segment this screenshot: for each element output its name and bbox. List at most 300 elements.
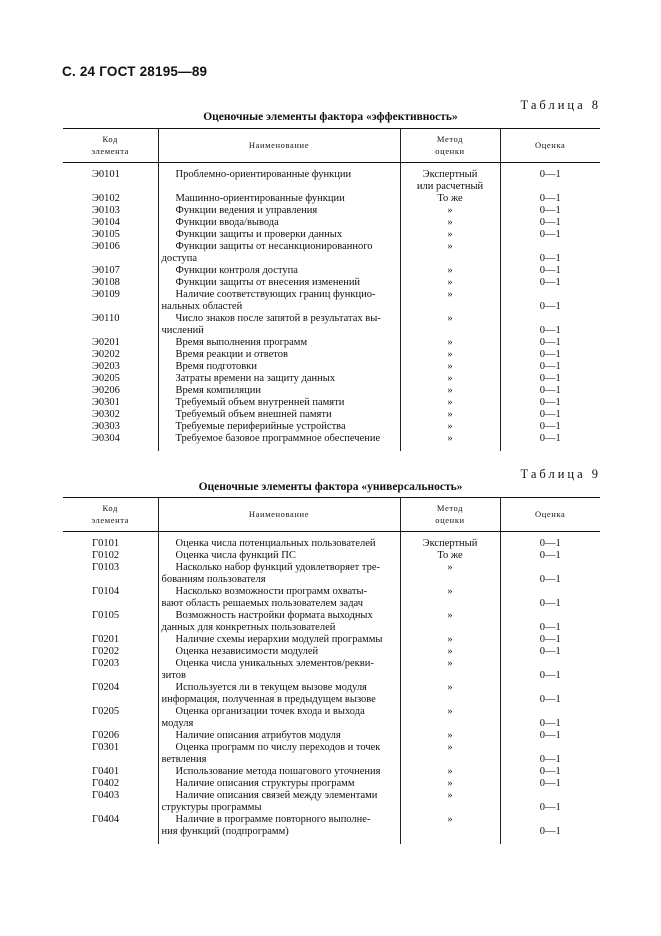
row-method — [400, 586, 500, 610]
row-name-line: Время компиляции — [175, 385, 261, 396]
row-method-line: » — [447, 562, 453, 573]
row-code: Г0205 — [92, 706, 120, 717]
row-method — [400, 682, 500, 706]
row-method — [400, 217, 500, 229]
row-code: Г0403 — [92, 790, 120, 801]
row-name-line: Число знаков после запятой в результатах вы- — [175, 313, 381, 324]
row-method-line: » — [447, 730, 453, 741]
row-score — [500, 646, 600, 658]
row-score — [500, 289, 600, 313]
row-score — [500, 229, 600, 241]
row-score — [500, 313, 600, 337]
row-score-value: 0—1 — [539, 634, 561, 645]
row-name — [158, 658, 400, 682]
row-code: Г0203 — [92, 658, 120, 669]
row-score — [500, 217, 600, 229]
row-name-line: Оценка числа функций ПС — [175, 550, 296, 561]
row-score — [500, 361, 600, 373]
row-score — [500, 205, 600, 217]
row-score-value: 0—1 — [539, 205, 561, 216]
table-row — [63, 658, 600, 682]
row-method — [400, 409, 500, 421]
row-score-value: 0—1 — [539, 670, 561, 681]
row-method — [400, 397, 500, 409]
row-method-line: Экспертный — [422, 538, 478, 549]
row-method — [400, 385, 500, 397]
table-row — [63, 265, 600, 277]
row-score-value: 0—1 — [539, 373, 561, 384]
table-row — [63, 433, 600, 445]
row-name-line: Функции защиты от внесения изменений — [175, 277, 361, 288]
row-method — [400, 778, 500, 790]
row-code: Э0304 — [92, 433, 120, 444]
table-row — [63, 361, 600, 373]
row-code: Э0206 — [92, 385, 120, 396]
table-row — [63, 193, 600, 205]
row-score-value: 0—1 — [539, 718, 561, 729]
table9-label: Таблица 9 — [520, 467, 601, 481]
row-score — [500, 778, 600, 790]
header-name: Наименование — [158, 129, 400, 163]
row-method-line: То же — [437, 193, 463, 204]
row-method — [400, 205, 500, 217]
row-method-line: » — [447, 373, 453, 384]
row-name-line: Наличие описания атрибутов модуля — [175, 730, 341, 741]
row-name — [158, 706, 400, 730]
row-code: Э0203 — [92, 361, 120, 372]
row-code: Э0106 — [92, 241, 120, 252]
header-method: Метод оценки — [400, 129, 500, 163]
page-header: С. 24 ГОСТ 28195—89 — [62, 64, 208, 79]
row-method — [400, 229, 500, 241]
row-name-line: Насколько возможности программ охваты- — [175, 586, 368, 597]
row-name — [158, 433, 400, 445]
table-row — [63, 397, 600, 409]
table-row — [63, 706, 600, 730]
table-row — [63, 766, 600, 778]
table-row — [63, 205, 600, 217]
row-name — [158, 289, 400, 313]
row-name — [158, 766, 400, 778]
row-method-line: » — [447, 265, 453, 276]
row-score-value: 0—1 — [539, 754, 561, 765]
table-row — [63, 790, 600, 814]
spacer-row — [63, 445, 600, 451]
row-code: Г0103 — [92, 562, 120, 573]
row-name-line: доступа — [161, 253, 197, 264]
row-score — [500, 790, 600, 814]
row-method — [400, 337, 500, 349]
row-name — [158, 550, 400, 562]
row-name-line: Оценка программ по числу переходов и точек — [175, 742, 381, 753]
row-method-line: » — [447, 337, 453, 348]
table-row — [63, 538, 600, 550]
row-score — [500, 193, 600, 205]
row-name-line: числений — [161, 325, 204, 336]
row-name-line: Наличие описания структуры программ — [175, 778, 355, 789]
row-method — [400, 373, 500, 385]
row-score — [500, 634, 600, 646]
row-name — [158, 646, 400, 658]
row-score — [500, 814, 600, 838]
row-score-value: 0—1 — [539, 229, 561, 240]
row-name-line: Время выполнения программ — [175, 337, 308, 348]
row-score-value: 0—1 — [539, 694, 561, 705]
row-name-line: структуры программы — [161, 802, 262, 813]
row-method-line: » — [447, 277, 453, 288]
row-score-value: 0—1 — [539, 301, 561, 312]
row-name — [158, 421, 400, 433]
table9 — [63, 497, 600, 844]
table-row — [63, 730, 600, 742]
table-row — [63, 409, 600, 421]
row-score-value: 0—1 — [539, 646, 561, 657]
row-name — [158, 538, 400, 550]
row-name — [158, 742, 400, 766]
row-method — [400, 289, 500, 313]
row-score-value: 0—1 — [539, 325, 561, 336]
table8-body — [63, 163, 600, 452]
row-score-value: 0—1 — [539, 217, 561, 228]
table-row — [63, 385, 600, 397]
table-row — [63, 313, 600, 337]
row-name — [158, 634, 400, 646]
row-score — [500, 385, 600, 397]
row-name-line: Функции ведения и управления — [175, 205, 318, 216]
row-method — [400, 313, 500, 337]
row-name — [158, 562, 400, 586]
row-name-line: вают область решаемых пользователем задач — [161, 598, 364, 609]
row-method — [400, 421, 500, 433]
row-name-line: Наличие соответствующих границ функцио- — [175, 289, 376, 300]
row-method-line: Экспертный — [422, 169, 478, 180]
row-code: Г0202 — [92, 646, 120, 657]
table-row — [63, 337, 600, 349]
row-name-line: данных для конкретных пользователей — [161, 622, 336, 633]
row-code: Э0303 — [92, 421, 120, 432]
row-score — [500, 169, 600, 193]
row-method-line: » — [447, 349, 453, 360]
row-name-line: информация, полученная в предыдущем вызове — [161, 694, 376, 705]
row-code: Г0301 — [92, 742, 120, 753]
table-row — [63, 778, 600, 790]
row-method — [400, 742, 500, 766]
row-name-line: Оценка организации точек входа и выхода — [175, 706, 365, 717]
row-method-line: или расчетный — [416, 181, 484, 192]
row-score-value: 0—1 — [539, 598, 561, 609]
table-row — [63, 373, 600, 385]
row-name-line: зитов — [161, 670, 186, 681]
row-name-line: Функции защиты от несанкционированного — [175, 241, 373, 252]
row-name — [158, 277, 400, 289]
row-code: Г0104 — [92, 586, 120, 597]
row-method-line: » — [447, 229, 453, 240]
row-method-line: » — [447, 814, 453, 825]
row-method-line: То же — [437, 550, 463, 561]
row-method — [400, 265, 500, 277]
row-method-line: » — [447, 289, 453, 300]
row-code: Э0103 — [92, 205, 120, 216]
header-code: Код элемента — [63, 498, 158, 532]
row-score-value: 0—1 — [539, 433, 561, 444]
row-method — [400, 706, 500, 730]
row-score-value: 0—1 — [539, 265, 561, 276]
table-row — [63, 682, 600, 706]
row-name-line: Используется ли в текущем вызове модуля — [175, 682, 367, 693]
row-code: Г0105 — [92, 610, 120, 621]
row-method — [400, 658, 500, 682]
row-code: Э0102 — [92, 193, 120, 204]
row-code: Г0402 — [92, 778, 120, 789]
row-code: Э0101 — [92, 169, 120, 180]
row-score — [500, 397, 600, 409]
row-method — [400, 814, 500, 838]
row-name — [158, 313, 400, 337]
row-score-value: 0—1 — [539, 622, 561, 633]
row-score — [500, 658, 600, 682]
row-code: Э0110 — [92, 313, 120, 324]
row-name — [158, 397, 400, 409]
row-score — [500, 538, 600, 550]
row-method-line: » — [447, 217, 453, 228]
row-code: Э0201 — [92, 337, 120, 348]
row-method-line: » — [447, 610, 453, 621]
row-method-line: » — [447, 634, 453, 645]
row-name — [158, 586, 400, 610]
row-name-line: бованиям пользователя — [161, 574, 266, 585]
row-code: Э0205 — [92, 373, 120, 384]
row-score — [500, 421, 600, 433]
table-row — [63, 562, 600, 586]
row-score — [500, 706, 600, 730]
row-method — [400, 550, 500, 562]
table-row — [63, 634, 600, 646]
row-name-line: Функции защиты и проверки данных — [175, 229, 343, 240]
row-name-line: Насколько набор функций удовлетворяет тре- — [175, 562, 380, 573]
row-name-line: Машинно-ориентированные функции — [175, 193, 345, 204]
row-method-line: » — [447, 313, 453, 324]
row-name-line: Наличие в программе повторного выполне- — [175, 814, 371, 825]
row-method — [400, 169, 500, 193]
row-method — [400, 433, 500, 445]
row-name — [158, 349, 400, 361]
row-score-value: 0—1 — [539, 826, 561, 837]
row-method — [400, 193, 500, 205]
row-method-line: » — [447, 241, 453, 252]
row-method — [400, 790, 500, 814]
row-code: Э0107 — [92, 265, 120, 276]
row-method-line: » — [447, 586, 453, 597]
row-method-line: » — [447, 409, 453, 420]
row-name — [158, 778, 400, 790]
row-method — [400, 277, 500, 289]
row-name — [158, 229, 400, 241]
row-score-value: 0—1 — [539, 730, 561, 741]
row-name-line: Требуемое базовое программное обеспечение — [175, 433, 381, 444]
header-method: Метод оценки — [400, 498, 500, 532]
row-method-line: » — [447, 421, 453, 432]
row-name-line: Оценка числа потенциальных пользователей — [175, 538, 376, 549]
row-method — [400, 610, 500, 634]
row-name-line: Функции ввода/вывода — [175, 217, 279, 228]
row-method — [400, 730, 500, 742]
row-name-line: Наличие схемы иерархии модулей программы — [175, 634, 383, 645]
table-row — [63, 550, 600, 562]
row-code: Э0105 — [92, 229, 120, 240]
row-method — [400, 349, 500, 361]
row-name — [158, 610, 400, 634]
row-method — [400, 241, 500, 265]
table-row — [63, 742, 600, 766]
row-name-line: Время подготовки — [175, 361, 257, 372]
row-method-line: » — [447, 646, 453, 657]
table9-body — [63, 532, 600, 845]
row-method-line: » — [447, 658, 453, 669]
row-name-line: Время реакции и ответов — [175, 349, 288, 360]
row-score — [500, 241, 600, 265]
row-code: Г0102 — [92, 550, 120, 561]
row-name — [158, 385, 400, 397]
row-code: Э0109 — [92, 289, 120, 300]
row-method — [400, 646, 500, 658]
row-score — [500, 766, 600, 778]
row-name — [158, 217, 400, 229]
table-row — [63, 421, 600, 433]
row-score-value: 0—1 — [539, 361, 561, 372]
row-score-value: 0—1 — [539, 802, 561, 813]
row-score-value: 0—1 — [539, 349, 561, 360]
row-method-line: » — [447, 766, 453, 777]
row-score-value: 0—1 — [539, 766, 561, 777]
row-score-value: 0—1 — [539, 538, 561, 549]
row-method — [400, 361, 500, 373]
table-row — [63, 169, 600, 193]
table8 — [63, 128, 600, 451]
table-row — [63, 277, 600, 289]
row-name-line: Использование метода пошагового уточнения — [175, 766, 381, 777]
row-score-value: 0—1 — [539, 385, 561, 396]
row-method — [400, 634, 500, 646]
row-score-value: 0—1 — [539, 778, 561, 789]
header-code: Код элемента — [63, 129, 158, 163]
row-code: Г0101 — [92, 538, 120, 549]
row-score — [500, 349, 600, 361]
row-code: Г0201 — [92, 634, 120, 645]
row-method-line: » — [447, 433, 453, 444]
row-method — [400, 562, 500, 586]
row-name-line: Требуемые периферийные устройства — [175, 421, 346, 432]
row-method-line: » — [447, 397, 453, 408]
row-name-line: Требуемый объем внутренней памяти — [175, 397, 345, 408]
row-score — [500, 265, 600, 277]
table-row — [63, 241, 600, 265]
row-code: Э0301 — [92, 397, 120, 408]
row-code: Э0202 — [92, 349, 120, 360]
spacer-row — [63, 838, 600, 844]
row-name-line: нальных областей — [161, 301, 243, 312]
table-row — [63, 229, 600, 241]
row-name-line: Возможность настройки формата выходных — [175, 610, 373, 621]
header-name: Наименование — [158, 498, 400, 532]
table-row — [63, 610, 600, 634]
row-code: Э0302 — [92, 409, 120, 420]
row-name — [158, 205, 400, 217]
table-row — [63, 217, 600, 229]
row-name — [158, 409, 400, 421]
row-score — [500, 610, 600, 634]
row-score — [500, 562, 600, 586]
row-name — [158, 361, 400, 373]
row-score — [500, 337, 600, 349]
row-name-line: Затраты времени на защиту данных — [175, 373, 336, 384]
row-name — [158, 193, 400, 205]
row-name — [158, 265, 400, 277]
row-score-value: 0—1 — [539, 574, 561, 585]
row-method — [400, 538, 500, 550]
row-method-line: » — [447, 778, 453, 789]
row-name-line: Функции контроля доступа — [175, 265, 298, 276]
row-name-line: Оценка числа уникальных элементов/рекви- — [175, 658, 374, 669]
row-name-line: ветвления — [161, 754, 207, 765]
row-score-value: 0—1 — [539, 409, 561, 420]
row-score-value: 0—1 — [539, 193, 561, 204]
row-score-value: 0—1 — [539, 421, 561, 432]
row-code: Г0206 — [92, 730, 120, 741]
row-score-value: 0—1 — [539, 169, 561, 180]
table-row — [63, 349, 600, 361]
row-name-line: Требуемый объем внешней памяти — [175, 409, 332, 420]
row-method-line: » — [447, 790, 453, 801]
row-code: Г0404 — [92, 814, 120, 825]
row-score — [500, 682, 600, 706]
row-score — [500, 277, 600, 289]
header-score: Оценка — [500, 498, 600, 532]
row-score-value: 0—1 — [539, 397, 561, 408]
row-score — [500, 586, 600, 610]
row-score-value: 0—1 — [539, 550, 561, 561]
table-row — [63, 646, 600, 658]
row-name — [158, 373, 400, 385]
row-name-line: Наличие описания связей между элементами — [175, 790, 378, 801]
row-name-line: модуля — [161, 718, 194, 729]
table8-label: Таблица 8 — [520, 98, 601, 112]
row-name — [158, 337, 400, 349]
row-score — [500, 742, 600, 766]
header-score: Оценка — [500, 129, 600, 163]
row-score — [500, 730, 600, 742]
row-method-line: » — [447, 385, 453, 396]
row-name — [158, 814, 400, 838]
row-score-value: 0—1 — [539, 253, 561, 264]
row-method-line: » — [447, 742, 453, 753]
row-name-line: ния функций (подпрограмм) — [161, 826, 289, 837]
row-score — [500, 409, 600, 421]
row-code: Г0401 — [92, 766, 120, 777]
row-name — [158, 730, 400, 742]
row-score — [500, 373, 600, 385]
row-name — [158, 682, 400, 706]
row-method-line: » — [447, 361, 453, 372]
table-row — [63, 289, 600, 313]
row-method-line: » — [447, 706, 453, 717]
row-name — [158, 169, 400, 193]
row-name-line: Проблемно-ориентированные функции — [175, 169, 352, 180]
row-score — [500, 550, 600, 562]
row-code: Г0204 — [92, 682, 120, 693]
row-score-value: 0—1 — [539, 277, 561, 288]
row-method-line: » — [447, 205, 453, 216]
row-name-line: Оценка независимости модулей — [175, 646, 319, 657]
